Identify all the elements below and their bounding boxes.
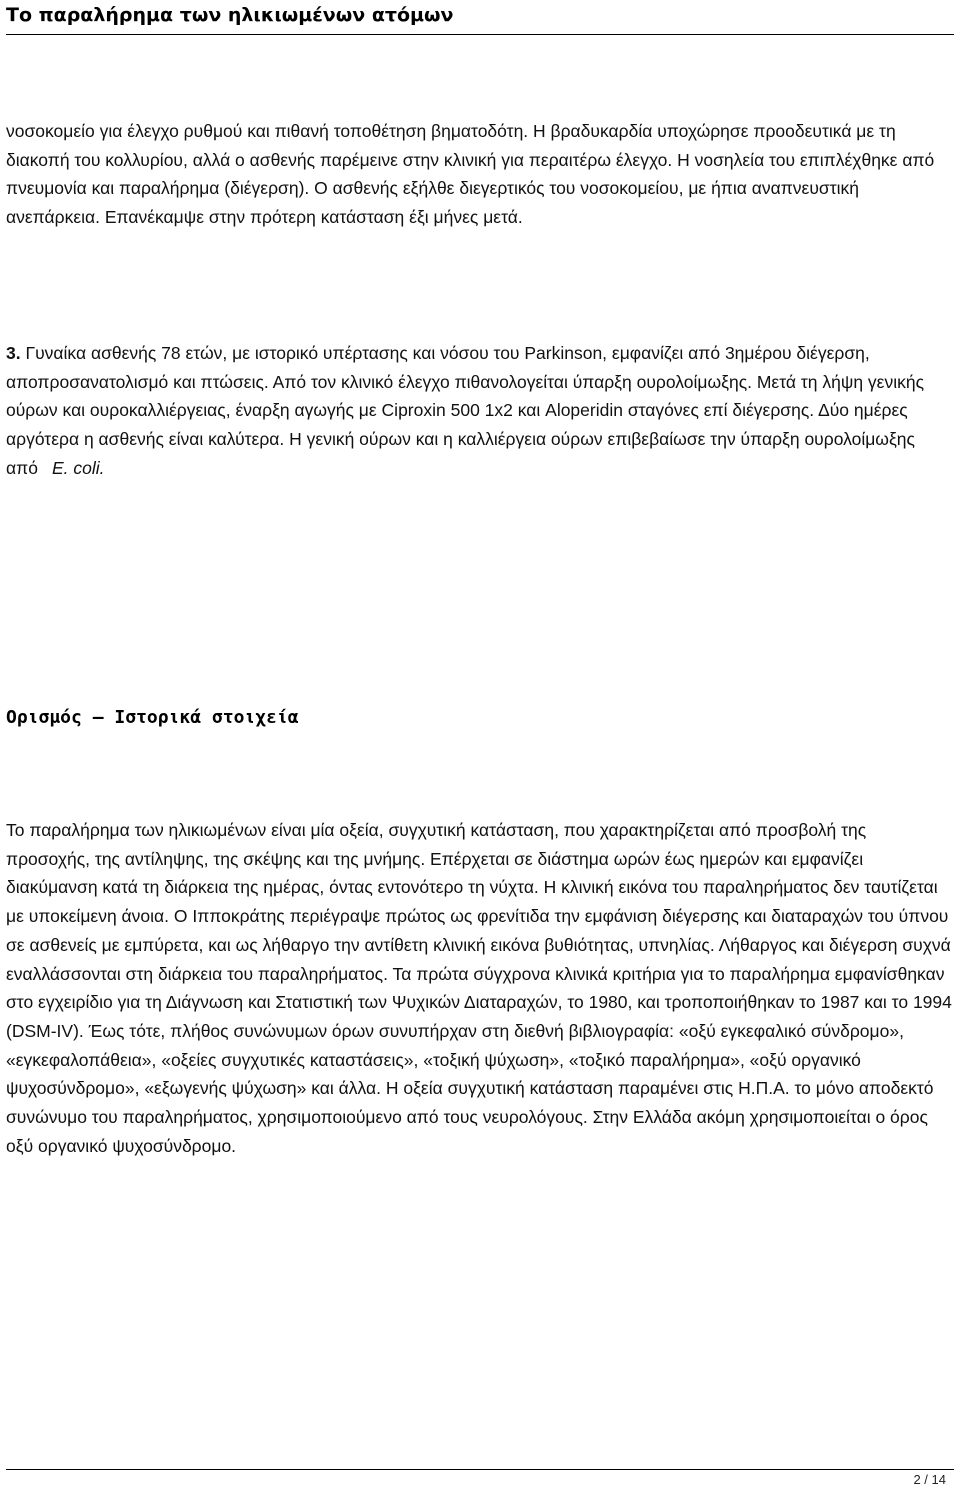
case-number: 3. xyxy=(6,343,21,363)
organism-name: E. coli. xyxy=(51,457,105,478)
document-title: Το παραλήρημα των ηλικιωμένων ατόμων xyxy=(6,4,454,26)
section-heading: Ορισμός – Ιστορικά στοιχεία xyxy=(6,707,299,728)
page-footer xyxy=(6,1469,954,1487)
paragraph-case-continuation: νοσοκομείο για έλεγχο ρυθμού και πιθανή τοποθέτηση βηματοδότη. Η βραδυκαρδία υποχώρησε προοδευτικά με τη διακοπή του κολλυρίου, αλλά ο ασθενής παρέμεινε στην κλινική για περαιτέρω έλεγχο. Η νοσηλεία του επιπλέχθηκε από πνευμονία και παραλήρημα (διέγερση). Ο ασθενής εξήλθε διεγερτικός του νοσοκομείου, με ήπια αναπνευστική ανεπάρκεια. Επανέκαμψε στην πρότερη κατάσταση έξι μήνες μετά. xyxy=(6,121,935,228)
case-3-text: Γυναίκα ασθενής 78 ετών, με ιστορικό υπέρτασης και νόσου του Parkinson, εμφανίζει από 3ημέρου διέγερση, αποπροσανατολισμό και πτώσεις. Από τον κλινικό έλεγχο πιθανολογείται ύπαρξη ουρολοίμωξης. Μετά τη λήψη γενικής ούρων και ουροκαλλιέργειας, έναρξη αγωγής με Ciproxin 500 1x2 και Aloperidin σταγόνες επί διέγερσης. Δύο ημέρες αργότερα η ασθενής είναι καλύτερα. Η γενική ούρων και η καλλιέργεια ούρων επιβεβαίωσε την ύπαρξη ουρολοίμωξης από xyxy=(6,343,925,478)
paragraph-case-3 xyxy=(6,339,954,483)
paragraph-definition: Το παραλήρημα των ηλικιωμένων είναι μία οξεία, συγχυτική κατάσταση, που χαρακτηρίζεται από προσβολή της προσοχής, της αντίληψης, της σκέψης και της μνήμης. Επέρχεται σε διάστημα ωρών έως ημερών και εμφανίζει διακύμανση κατά τη διάρκεια της ημέρας, όντας εντονότερο τη νύχτα. Η κλινική εικόνα του παραληρήματος δεν ταυτίζεται με υποκείμενη άνοια. Ο Ιπποκράτης περιέγραψε πρώτος ως φρενίτιδα την εμφάνιση διέγερσης και διαταραχών του ύπνου σε ασθενείς με εμπύρετα, και ως λήθαργο την αντίθετη κλινική εικόνα βυθιότητας, υπνηλίας. Λήθαργος και διέγερση συχνά εναλλάσσονται στη διάρκεια του παραληρήματος. Τα πρώτα σύγχρονα κλινικά κριτήρια για το παραλήρημα εμφανίσθηκαν στο εγχειρίδιο για τη Διάγνωση και Στατιστική των Ψυχικών Διαταραχών, το 1980, και τροποποιήθηκαν το 1987 και το 1994 (DSM-IV). Έως τότε, πλήθος συνώνυμων όρων συνυπήρχαν στη διεθνή βιβλιογραφία: «οξύ εγκεφαλικό σύνδρομο», «εγκεφαλοπάθεια», «οξείες συγχυτικές καταστάσεις», «τοξική ψύχωση», «τοξικό παραλήρημα», «οξύ οργανικό ψυχοσύνδρομο», «εξωγενής ψύχωση» και άλλα. Η οξεία συγχυτική κατάσταση παραμένει στις Η.Π.Α. το μόνο αποδεκτό συνώνυμο του παραληρήματος, χρησιμοποιούμενο από τους νευρολόγους. Στην Ελλάδα ακόμη χρησιμοποιείται ο όρος οξύ οργανικό ψυχοσύνδρομο. xyxy=(6,820,952,1156)
page-header xyxy=(6,0,954,35)
page-number: 2 / 14 xyxy=(913,1472,946,1487)
